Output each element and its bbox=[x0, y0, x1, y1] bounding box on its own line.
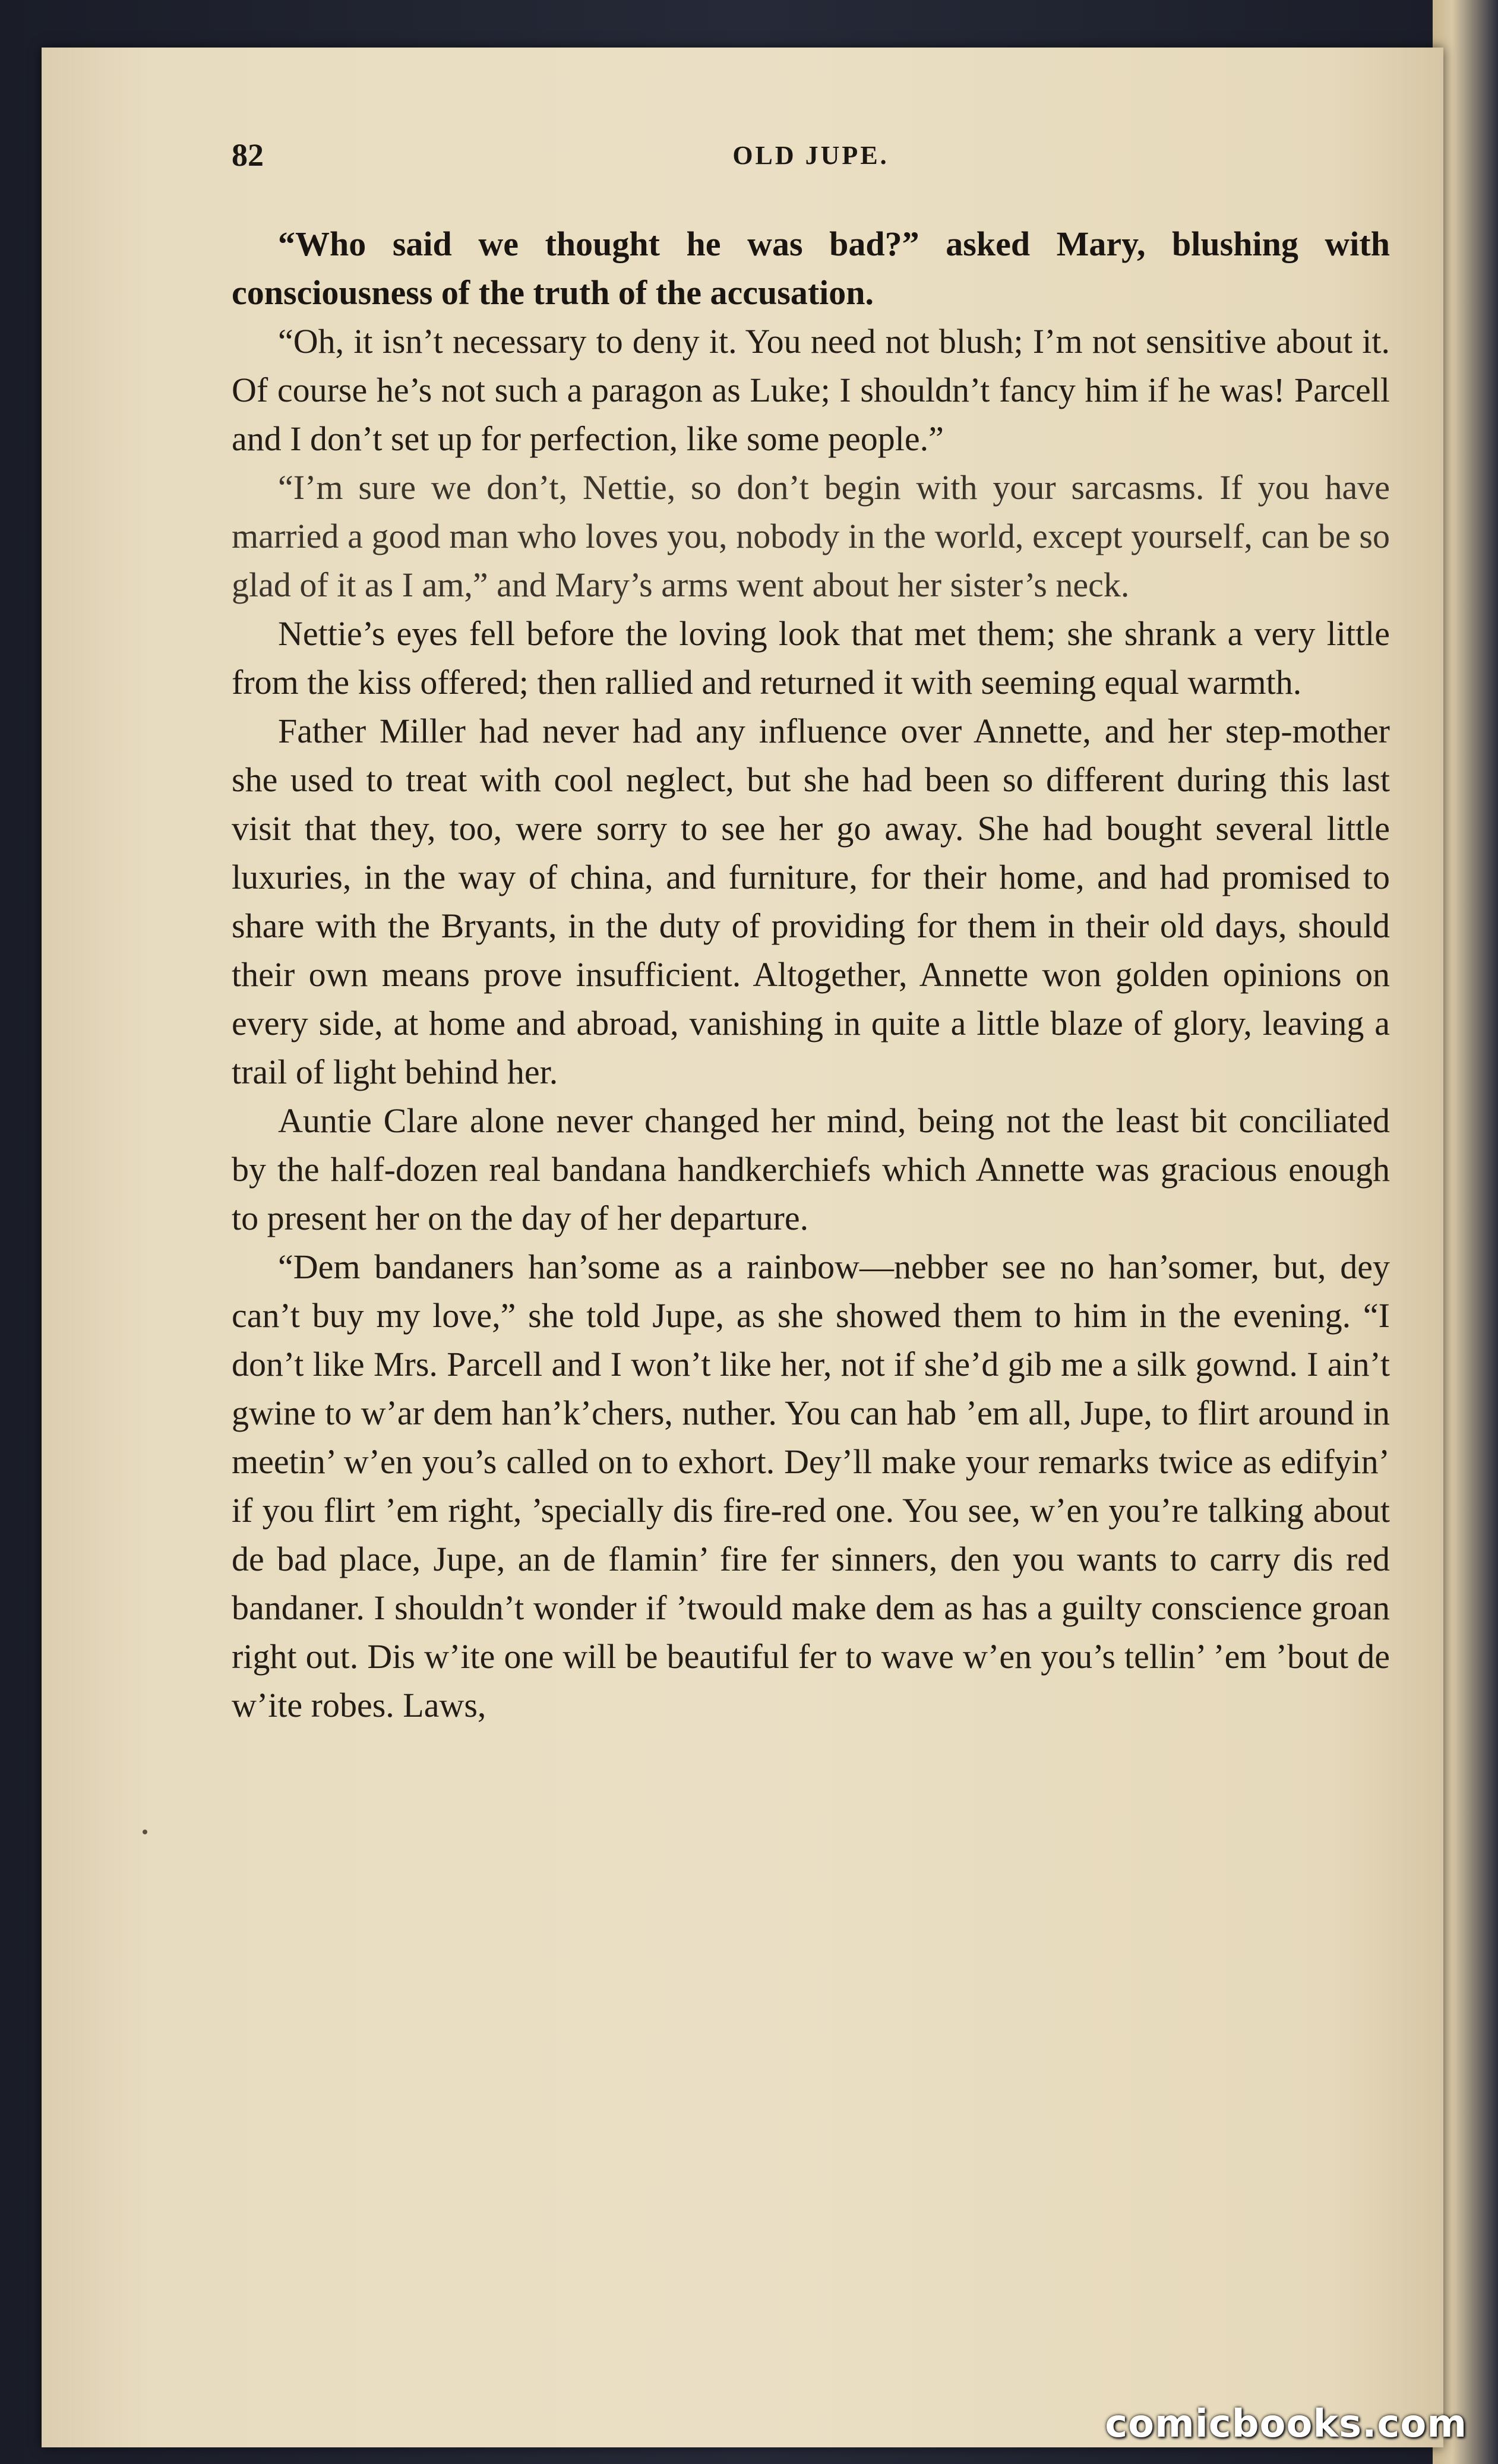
paragraph: Auntie Clare alone never changed her mind, being not the least bit conciliated by the half-dozen real bandana handkerchiefs which Annette was gracious enough to present her on the day of her departure. bbox=[232, 1101, 1390, 1237]
page-header bbox=[232, 137, 1390, 178]
paragraph: Father Miller had never had any influence over Annette, and her step-mother she used to treat with cool neglect, but she had been so different during this last visit that they, too, were sorry to see her go away. She had bought several little luxuries, in the way of china, and furniture, for their home, and had promised to share with the Bryants, in the duty of providing for them in their old days, should their own means prove insufficient. Altogether, Annette won golden opinions on every side, at home and abroad, vanishing in quite a little blaze of glory, leaving a trail of light behind her. bbox=[232, 712, 1390, 1091]
paragraph: “I’m sure we don’t, Nettie, so don’t begin with your sarcasms. If you have married a good man who loves you, nobody in the world, except yourself, can be so glad of it as I am,” and Mary’s arms went about her sister’s neck. bbox=[232, 468, 1390, 604]
body-text bbox=[232, 220, 1390, 1730]
paragraph: “Dem bandaners han’some as a rainbow—nebber see no han’somer, but, dey can’t buy my love,” she told Jupe, as she showed them to him in the evening. “I don’t like Mrs. Parcell and I won’t like her, not if she’d gib me a silk gownd. I ain’t gwine to w’ar dem han’k’chers, nuther. You can hab ’em all, Jupe, to flirt around in meetin’ w’en you’s called on to exhort. Dey’ll make your remarks twice as edifyin’ if you flirt ’em right, ’specially dis fire-red one. You see, w’en you’re talking about de bad place, Jupe, an de flamin’ fire fer sinners, den you wants to carry dis red bandaner. I shouldn’t wonder if ’twould make dem as has a guilty conscience groan right out. Dis w’ite one will be beautiful fer to wave w’en you’s tellin’ ’em ’bout de w’ite robes. Laws, bbox=[232, 1247, 1390, 1724]
running-head: OLD JUPE. bbox=[732, 141, 889, 170]
paragraph: “Who said we thought he was bad?” asked Mary, blushing with consciousness of the truth of the accusation. bbox=[232, 225, 1390, 312]
page-number: 82 bbox=[232, 137, 264, 173]
paper-speck bbox=[143, 1830, 147, 1834]
paragraph: “Oh, it isn’t necessary to deny it. You need not blush; I’m not sensitive about it. Of course he’s not such a paragon as Luke; I shouldn’t fancy him if he was! Parcell and I don’t set up for perfection, like some people.” bbox=[232, 322, 1390, 458]
site-watermark: comicbooks.com bbox=[1105, 2402, 1467, 2446]
paragraph: Nettie’s eyes fell before the loving look that met them; she shrank a very little from the kiss offered; then rallied and returned it with seeming equal warmth. bbox=[232, 614, 1390, 702]
